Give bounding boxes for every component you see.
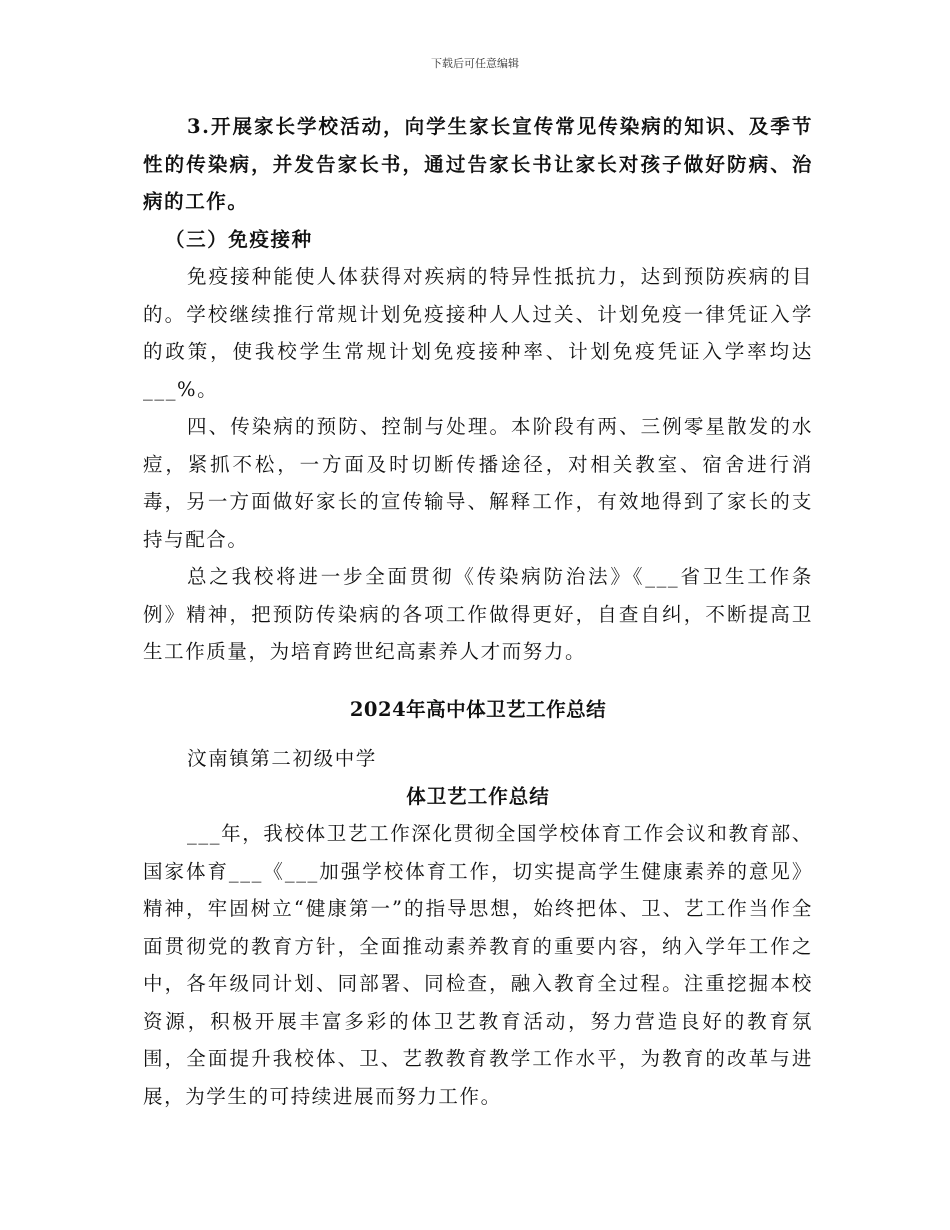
paragraph-conclusion: 总之我校将进一步全面贯彻《传染病防治法》《___省卫生工作条例》精神，把预防传染病的各项工作做得更好，自查自纠，不断提高卫生工作质量，为培育跨世纪高素养人才而努力。: [143, 565, 813, 663]
paragraph-parent-school: 3.开展家长学校活动，向学生家长宣传常见传染病的知识、及季节性的传染病，并发告家长书，通过告家长书让家长对孩子做好防病、治病的工作。: [143, 115, 813, 213]
school-name: 汶南镇第二初级中学: [187, 747, 377, 770]
paragraph-disease-control: 四、传染病的预防、控制与处理。本阶段有两、三例零星散发的水痘，紧抓不松，一方面及时切断传播途径，对相关教室、宿舍进行消毒，另一方面做好家长的宣传输导、解释工作，有效地得到了家长的支持与配合。: [143, 415, 813, 551]
paragraph-summary-intro: ___年，我校体卫艺工作深化贯彻全国学校体育工作会议和教育部、国家体育___《___加强学校体育工作，切实提高学生健康素养的意见》精神，牢固树立“健康第一”的指导思想，始终把体、卫、艺工作当作全面贯彻党的教育方针，全面推动素养教育的重要内容，纳入学年工作之中，各年级同计划、同部署、同检查，融入教育全过程。注重挖掘本校资源，积极开展丰富多彩的体卫艺教育活动，努力营造良好的教育氛围，全面提升我校体、卫、艺教教育教学工作水平，为教育的改革与进展，为学生的可持续进展而努力工作。: [143, 822, 813, 1108]
page-header: 下载后可任意编辑: [431, 57, 519, 70]
paragraph-immunization: 免疫接种能使人体获得对疾病的特异性抵抗力，达到预防疾病的目的。学校继续推行常规计划免疫接种人人过关、计划免疫一律凭证入学的政策，使我校学生常规计划免疫接种率、计划免疫凭证入学率均达___%。: [143, 265, 813, 401]
document-body: [143, 108, 813, 1115]
document-subtitle: 体卫艺工作总结: [406, 784, 550, 808]
document-title: 2024年高中体卫艺工作总结: [349, 697, 607, 721]
section-heading-immunization: （三）免疫接种: [165, 227, 313, 251]
